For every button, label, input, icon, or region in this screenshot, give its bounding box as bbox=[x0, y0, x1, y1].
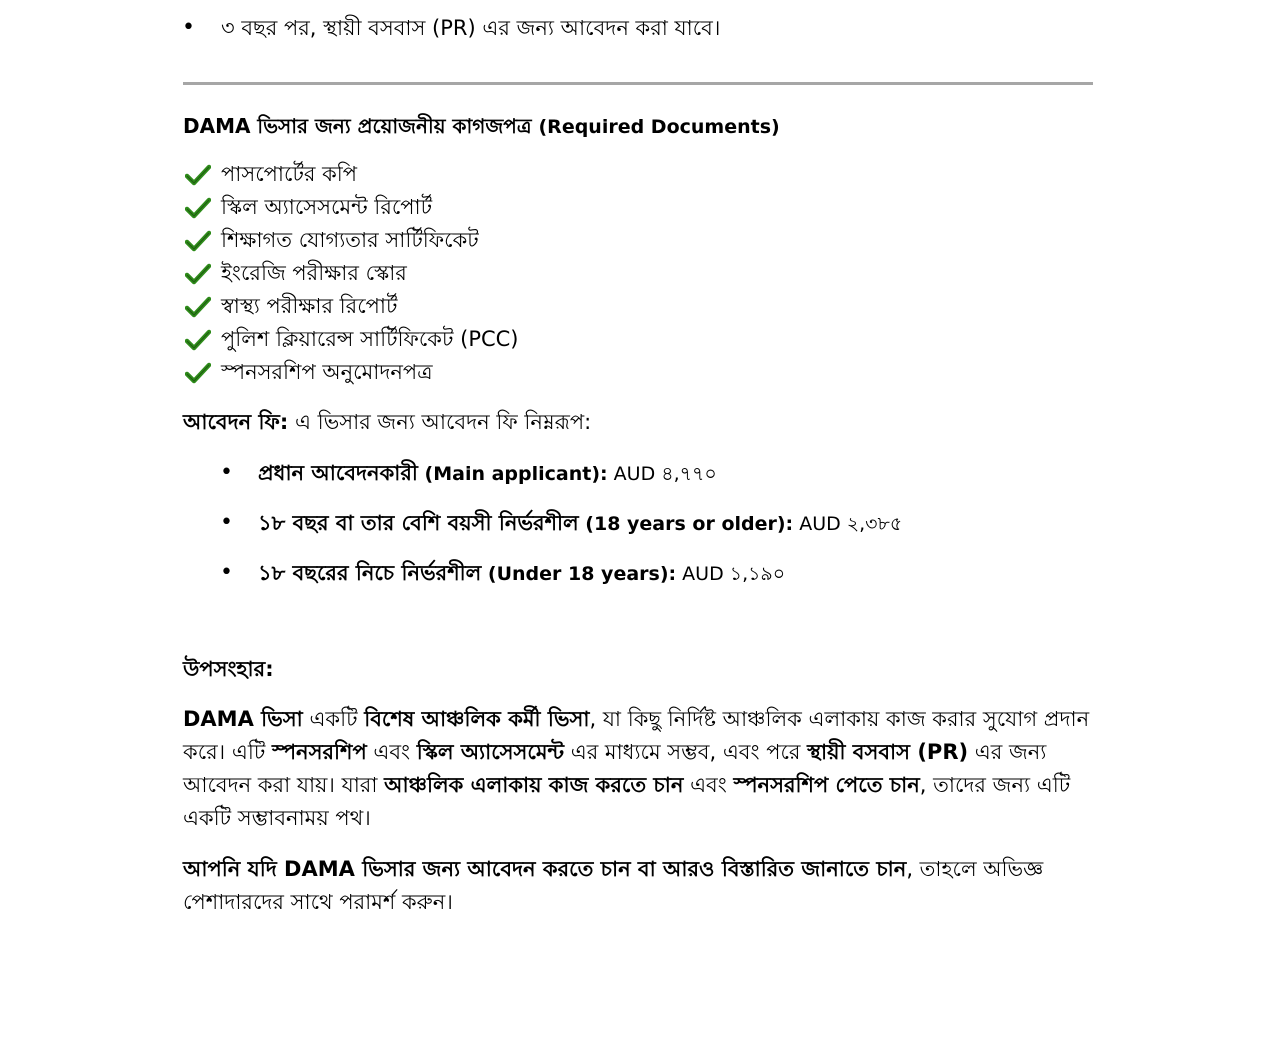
fee-item-label-bn: ১৮ বছর বা তার বেশি বয়সী নির্ভরশীল bbox=[258, 511, 579, 535]
document-item bbox=[185, 323, 519, 356]
conclusion-paragraph bbox=[183, 703, 1093, 835]
text-bold: আপনি যদি DAMA ভিসার জন্য আবেদন করতে চান বা আরও বিস্তারিত জানাতে চান bbox=[183, 857, 907, 881]
conclusion-heading: উপসংহার: bbox=[183, 657, 274, 681]
text-span: এর মাধ্যমে সম্ভব, এবং পরে bbox=[564, 740, 808, 764]
document-item bbox=[185, 224, 519, 257]
bullet-dot: • bbox=[220, 460, 233, 485]
text-bold: স্থায়ী বসবাস (PR) bbox=[807, 740, 969, 764]
document-label: স্পনসরশিপ অনুমোদনপত্র bbox=[221, 360, 433, 384]
fee-label: আবেদন ফি: bbox=[183, 410, 289, 434]
bullet-dot: • bbox=[220, 510, 233, 535]
document-label: স্বাস্থ্য পরীক্ষার রিপোর্ট bbox=[221, 294, 398, 318]
document-item bbox=[185, 356, 519, 389]
text-span: , তাহলে অভিজ্ঞ পেশাদারদের সাথে পরামর্শ করুন। bbox=[183, 857, 1044, 914]
document-label: স্কিল অ্যাসেসমেন্ট রিপোর্ট bbox=[221, 195, 433, 219]
text-bold: বিশেষ আঞ্চলিক কর্মী ভিসা bbox=[364, 707, 590, 731]
fee-item-value: AUD ১,১৯০ bbox=[676, 563, 786, 585]
document-label: শিক্ষাগত যোগ্যতার সার্টিফিকেট bbox=[221, 228, 479, 252]
text-span: এবং bbox=[366, 740, 417, 764]
required-documents-heading bbox=[183, 111, 780, 142]
text-bold: স্কিল অ্যাসেসমেন্ট bbox=[416, 740, 565, 764]
bullet-dot: • bbox=[182, 15, 195, 40]
fee-item-label-en: (Main applicant): bbox=[417, 463, 608, 485]
fee-intro-text: এ ভিসার জন্য আবেদন ফি নিম্নরূপ: bbox=[288, 410, 592, 434]
document-label: পাসপোর্টের কপি bbox=[221, 162, 358, 186]
document-label: পুলিশ ক্লিয়ারেন্স সার্টিফিকেট (PCC) bbox=[221, 327, 519, 351]
fee-item-label-bn: ১৮ বছরের নিচে নির্ভরশীল bbox=[258, 561, 482, 585]
checkmark-icon bbox=[185, 362, 211, 384]
checkmark-icon bbox=[185, 296, 211, 318]
checkmark-icon bbox=[185, 197, 211, 219]
text-span: , যা কিছু নির্দিষ্ট আঞ্চলিক এলাকায় কাজ করার সুযোগ প্রদান করে। এটি bbox=[183, 707, 1090, 764]
fee-item-label-en: (Under 18 years): bbox=[481, 563, 677, 585]
text-span: এর জন্য আবেদন করা যায়। যারা bbox=[183, 740, 1047, 797]
text-bold: আঞ্চলিক এলাকায় কাজ করতে চান bbox=[384, 773, 684, 797]
bullet-dot: • bbox=[220, 560, 233, 585]
fee-item-value: AUD ৪,৭৭০ bbox=[607, 463, 717, 485]
text-bold: DAMA ভিসা bbox=[183, 707, 303, 731]
checkmark-icon bbox=[185, 263, 211, 285]
application-fee-intro bbox=[183, 406, 591, 438]
checkmark-icon bbox=[185, 230, 211, 252]
fee-item-label-bn: প্রধান আবেদনকারী bbox=[258, 461, 418, 485]
checkmark-icon bbox=[185, 164, 211, 186]
pr-eligibility-text: ৩ বছর পর, স্থায়ী বসবাস (PR) এর জন্য আবেদন করা যাবে। bbox=[221, 16, 721, 40]
required-documents-list bbox=[185, 158, 519, 389]
text-bold: স্পনসরশিপ পেতে চান bbox=[733, 773, 920, 797]
fee-item bbox=[220, 456, 902, 506]
fee-item-value: AUD ২,৩৮৫ bbox=[793, 513, 903, 535]
checkmark-icon bbox=[185, 329, 211, 351]
fee-item bbox=[220, 556, 902, 606]
text-span: এবং bbox=[683, 773, 734, 797]
fee-item bbox=[220, 506, 903, 556]
text-bold: স্পনসরশিপ bbox=[271, 740, 367, 764]
fee-list bbox=[220, 456, 903, 606]
call-to-action-paragraph bbox=[183, 853, 1093, 919]
fee-item-label-en: (18 years or older): bbox=[578, 513, 794, 535]
heading-bn: DAMA ভিসার জন্য প্রয়োজনীয় কাগজপত্র bbox=[183, 114, 532, 138]
document-item bbox=[185, 158, 519, 191]
text-span: একটি bbox=[302, 707, 365, 731]
document-item bbox=[185, 290, 519, 323]
text-span: , তাদের জন্য এটি একটি সম্ভাবনাময় পথ। bbox=[183, 773, 1071, 830]
document-item bbox=[185, 257, 519, 290]
document-label: ইংরেজি পরীক্ষার স্কোর bbox=[221, 261, 407, 285]
document-item bbox=[185, 191, 519, 224]
pr-eligibility-bullet bbox=[182, 12, 721, 44]
heading-en: (Required Documents) bbox=[538, 116, 780, 138]
horizontal-divider bbox=[183, 82, 1093, 85]
